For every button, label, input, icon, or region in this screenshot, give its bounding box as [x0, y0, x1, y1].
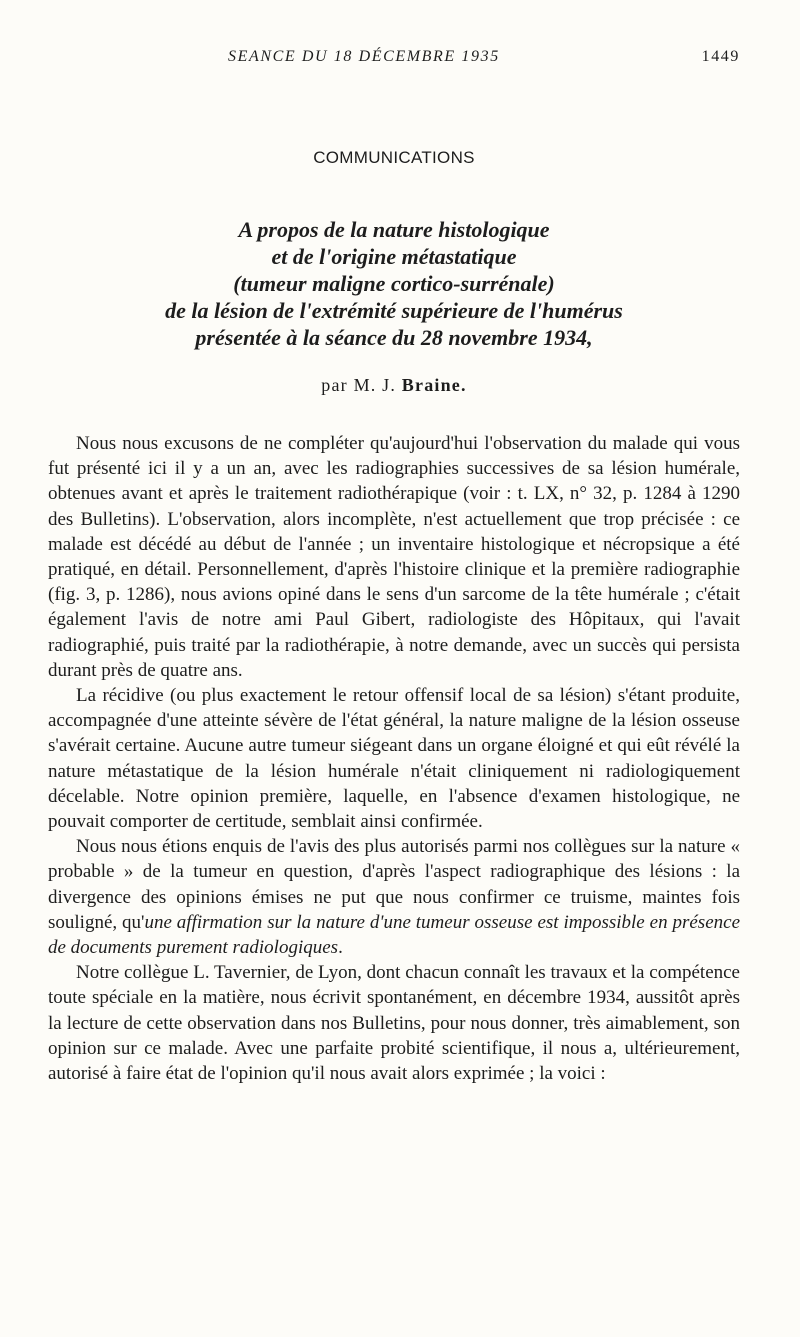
article-title-line: (tumeur maligne cortico-surrénale) [233, 271, 555, 296]
byline-prefix: par M. J. [321, 375, 397, 395]
paragraph-3 [48, 834, 740, 960]
section-heading: COMMUNICATIONS [313, 148, 475, 167]
article-title-line: et de l'origine métastatique [271, 244, 517, 269]
byline [48, 375, 740, 396]
article-title-line: présentée à la séance du 28 novembre 1934, [195, 325, 593, 350]
paragraph-1: Nous nous excusons de ne compléter qu'aujourd'hui l'observation du malade qui vous fut présenté ici il y a un an, avec les radiographies successives de sa lésion humérale, obtenues avant et après le traitement radiothérapique (voir : t. LX, n° 32, p. 1284 à 1290 des Bulletins). L'observation, alors incomplète, n'est actuellement que trop précisée : ce malade est décédé au début de l'année ; un inventaire histologique et nécropsique a été pratiqué, en détail. Personnellement, d'après l'histoire clinique et la première radiographie (fig. 3, p. 1286), nous avions opiné dans le sens d'un sarcome de la tête humérale ; c'était également l'avis de notre ami Paul Gibert, radiologiste des Hôpitaux, qui l'avait radiographié, puis traité par la radiothérapie, à notre demande, avec un succès qui persista durant près de quatre ans. [48, 433, 740, 681]
article-body [48, 431, 740, 1086]
page-number: 1449 [701, 48, 740, 65]
running-header [48, 48, 740, 78]
article-title-line: A propos de la nature histologique [238, 217, 550, 242]
paragraph-3-emphasis: une affirmation sur la nature d'une tumeur osseuse est impossible en présence de documents purement radiologiques [48, 911, 741, 959]
article-title [48, 216, 740, 351]
paragraph-3-start: Nous nous étions enquis de l'avis des plus autorisés parmi nos collègues sur la nature « probable » de la tumeur en question, d'après l'aspect radiographique des lésions : la divergence des opinions émises ne put que nous confirmer ce truisme, maintes fois souligné, qu' [48, 836, 740, 933]
paragraph-2: La récidive (ou plus exactement le retour offensif local de sa lésion) s'étant produite, accompagnée d'une atteinte sévère de l'état général, la nature maligne de la lésion osseuse s'avérait certaine. Aucune autre tumeur siégeant dans un organe éloigné et qui eût révélé la nature métastatique de la lésion humérale n'était cliniquement ni radiologiquement décelable. Notre opinion première, laquelle, en l'absence d'examen histologique, ne pouvait comporter de certitude, semblait ainsi confirmée. [48, 685, 740, 833]
article-title-line: de la lésion de l'extrémité supérieure de l'humérus [165, 298, 623, 323]
paragraph-4: Notre collègue L. Tavernier, de Lyon, dont chacun connaît les travaux et la compétence toute spéciale en la matière, nous écrivit spontanément, en décembre 1934, aussitôt après la lecture de cette observation dans nos Bulletins, pour nous donner, très aimablement, son opinion sur ce malade. Avec une parfaite probité scientifique, il nous a, ultérieurement, autorisé à faire état de l'opinion qu'il nous avait alors exprimée ; la voici : [48, 962, 740, 1085]
running-title: SEANCE DU 18 DÉCEMBRE 1935 [228, 48, 500, 65]
paragraph-3-end: . [338, 937, 343, 959]
author-name: Braine. [401, 375, 467, 395]
